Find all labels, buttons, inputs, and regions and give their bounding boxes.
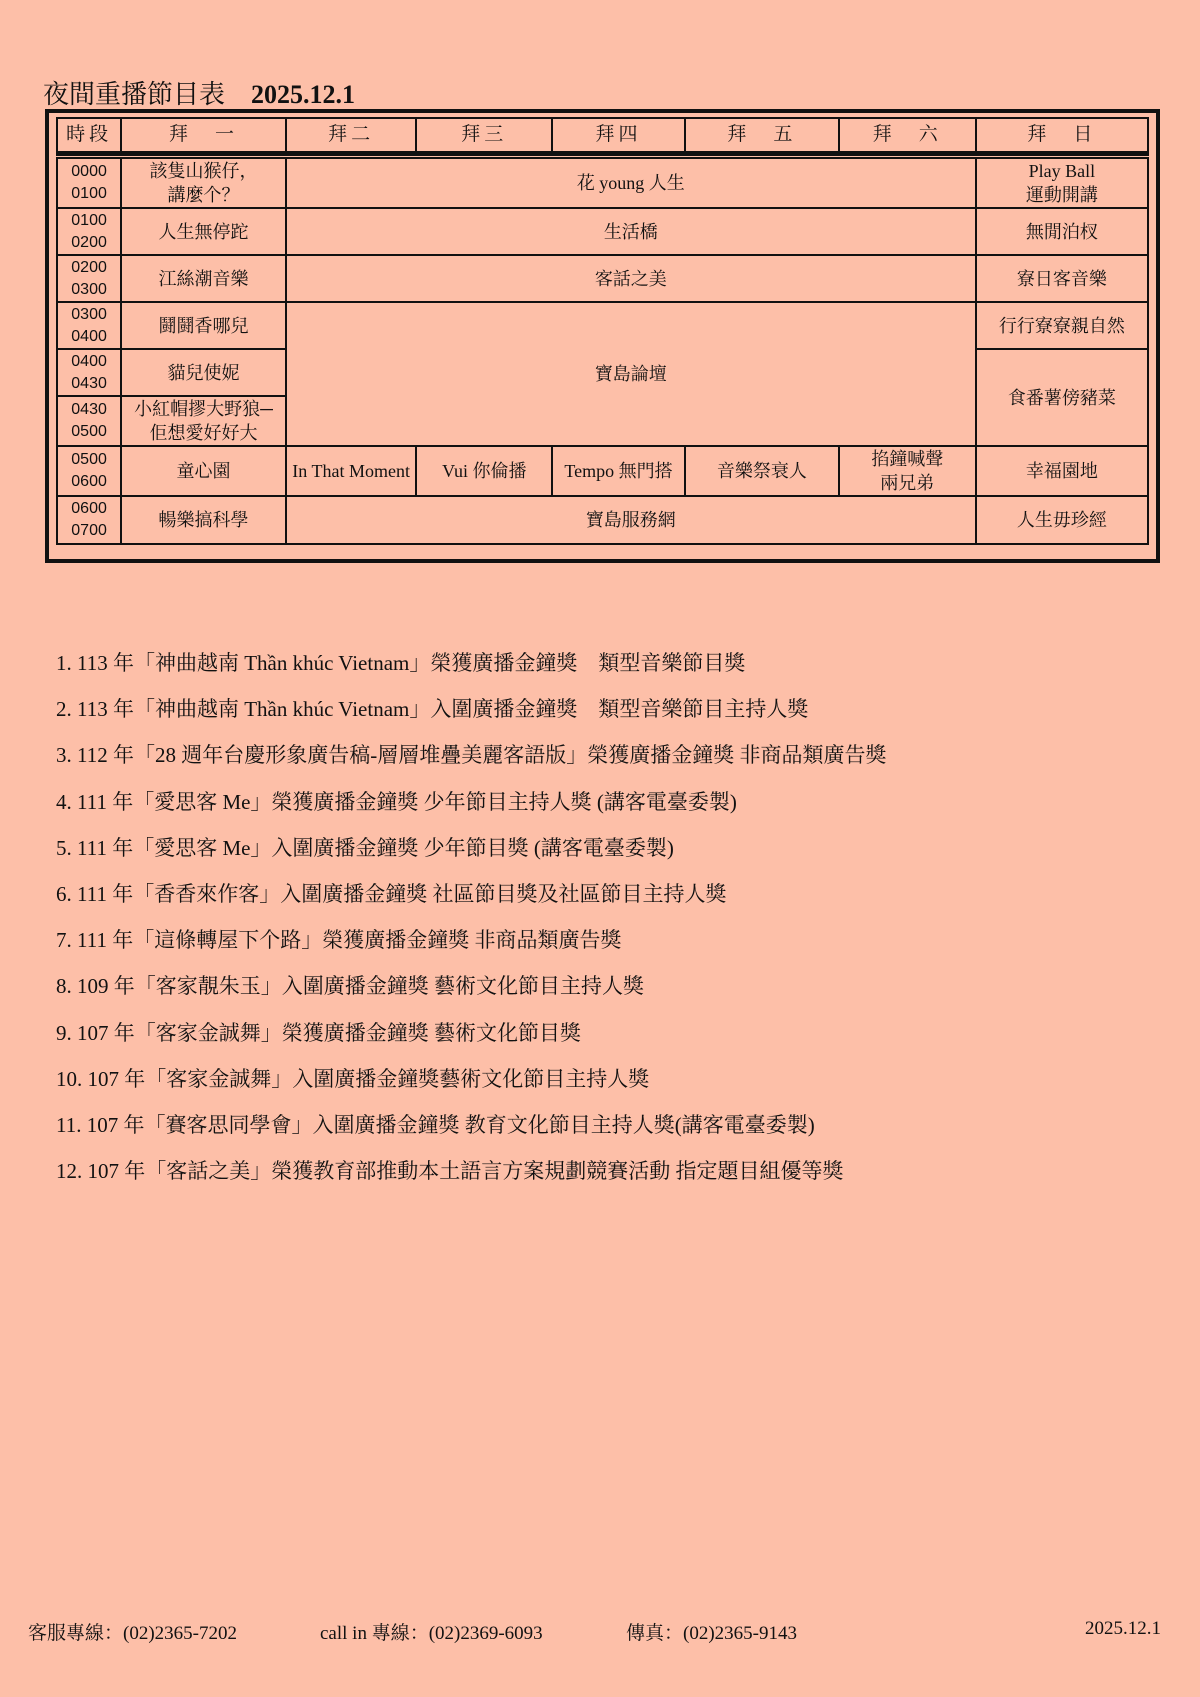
schedule-row xyxy=(57,158,1148,208)
header-thu: 拜四 xyxy=(552,118,685,152)
header-sun: 拜 日 xyxy=(976,118,1148,152)
time-slot: 0600 0700 xyxy=(57,496,121,544)
schedule-row xyxy=(57,302,1148,349)
schedule-header xyxy=(56,117,1149,153)
award-item: 12. 107 年「客話之美」榮獲教育部推動本土語言方案規劃競賽活動 指定題目組優等獎 xyxy=(56,1159,844,1184)
time-slot: 0100 0200 xyxy=(57,208,121,255)
award-item: 5. 111 年「愛思客 Me」入圍廣播金鐘獎 少年節目獎 (講客電臺委製) xyxy=(56,835,674,860)
time-slot: 0430 0500 xyxy=(57,396,121,446)
footer-date: 2025.12.1 xyxy=(1085,1618,1161,1639)
award-item: 9. 107 年「客家金誠舞」榮獲廣播金鐘獎 藝術文化節目獎 xyxy=(56,1020,581,1045)
program-cell: 花 young 人生 xyxy=(286,158,976,208)
title-date: 2025.12.1 xyxy=(251,80,356,109)
header-divider xyxy=(56,152,1149,156)
time-slot: 0400 0430 xyxy=(57,349,121,396)
program-cell: 音樂祭衰人 xyxy=(685,446,839,496)
award-item: 6. 111 年「香香來作客」入圍廣播金鐘獎 社區節目獎及社區節目主持人獎 xyxy=(56,881,727,906)
program-cell: 暢樂搞科學 xyxy=(121,496,286,544)
schedule-table xyxy=(45,109,1160,563)
header-mon: 拜 一 xyxy=(121,118,286,152)
schedule-row xyxy=(57,496,1148,544)
awards-list xyxy=(56,640,886,1194)
footer-fax: 傳真：(02)2365-9143 xyxy=(626,1623,797,1644)
program-cell: 無閒泊杈 xyxy=(976,208,1148,255)
page-title xyxy=(43,74,355,111)
award-item: 1. 113 年「神曲越南 Thần khúc Vietnam」榮獲廣播金鐘獎 類型音樂節目獎 xyxy=(56,651,746,675)
program-cell: 該隻山猴仔， 講麼个？ xyxy=(121,158,286,208)
time-slot: 0000 0100 xyxy=(57,158,121,208)
time-slot: 0200 0300 xyxy=(57,255,121,302)
program-cell: 小紅帽摎大野狼─ 佢想愛好好大 xyxy=(121,396,286,446)
program-cell: 幸福園地 xyxy=(976,446,1148,496)
program-cell: Tempo 無門搭 xyxy=(552,446,685,496)
program-cell: 掐鐘喊聲 兩兄弟 xyxy=(839,446,976,496)
award-item: 10. 107 年「客家金誠舞」入圍廣播金鐘獎藝術文化節目主持人獎 xyxy=(56,1066,650,1091)
program-cell: Vui 你倫播 xyxy=(416,446,552,496)
time-slot: 0500 0600 xyxy=(57,446,121,496)
title-text: 夜間重播節目表 xyxy=(43,80,226,109)
program-cell: 人生毋珍經 xyxy=(976,496,1148,544)
schedule-body xyxy=(56,157,1149,545)
header-fri: 拜 五 xyxy=(685,118,839,152)
award-item: 11. 107 年「賽客思同學會」入圍廣播金鐘獎 教育文化節目主持人獎(講客電臺委製) xyxy=(56,1112,815,1137)
footer-callin-line: call in 專線：(02)2369-6093 xyxy=(320,1623,543,1644)
program-cell: 人生無停跎 xyxy=(121,208,286,255)
program-cell: 食番薯傍豬菜 xyxy=(976,349,1148,446)
program-cell: 寮日客音樂 xyxy=(976,255,1148,302)
schedule-row xyxy=(57,208,1148,255)
award-item: 4. 111 年「愛思客 Me」榮獲廣播金鐘獎 少年節目主持人獎 (講客電臺委製) xyxy=(56,789,737,814)
program-cell: 生活橋 xyxy=(286,208,976,255)
header-wed: 拜三 xyxy=(416,118,552,152)
schedule-row xyxy=(57,255,1148,302)
award-item: 3. 112 年「28 週年台慶形象廣告稿-層層堆疊美麗客語版」榮獲廣播金鐘獎 非商品類廣告獎 xyxy=(56,743,887,768)
header-time: 時段 xyxy=(57,118,121,152)
program-cell: 客話之美 xyxy=(286,255,976,302)
award-item: 7. 111 年「這條轉屋下个路」榮獲廣播金鐘獎 非商品類廣告獎 xyxy=(56,928,622,953)
time-slot: 0300 0400 xyxy=(57,302,121,349)
program-cell: 寶島論壇 xyxy=(286,302,976,446)
schedule-row xyxy=(57,446,1148,496)
program-cell: 寶島服務網 xyxy=(286,496,976,544)
program-cell: In That Moment xyxy=(286,446,416,496)
program-cell: 行行寮寮親自然 xyxy=(976,302,1148,349)
award-item: 8. 109 年「客家靚朱玉」入圍廣播金鐘獎 藝術文化節目主持人獎 xyxy=(56,974,644,999)
program-cell: 貓兒使妮 xyxy=(121,349,286,396)
award-item: 2. 113 年「神曲越南 Thần khúc Vietnam」入圍廣播金鐘獎 類型音樂節目主持人獎 xyxy=(56,697,809,722)
program-cell: Play Ball 運動開講 xyxy=(976,158,1148,208)
program-cell: 鬪鬪香哪兒 xyxy=(121,302,286,349)
program-cell: 童心園 xyxy=(121,446,286,496)
header-sat: 拜 六 xyxy=(839,118,976,152)
footer-service-line: 客服專線：(02)2365-7202 xyxy=(28,1623,237,1644)
header-tue: 拜二 xyxy=(286,118,416,152)
program-cell: 江絲潮音樂 xyxy=(121,255,286,302)
